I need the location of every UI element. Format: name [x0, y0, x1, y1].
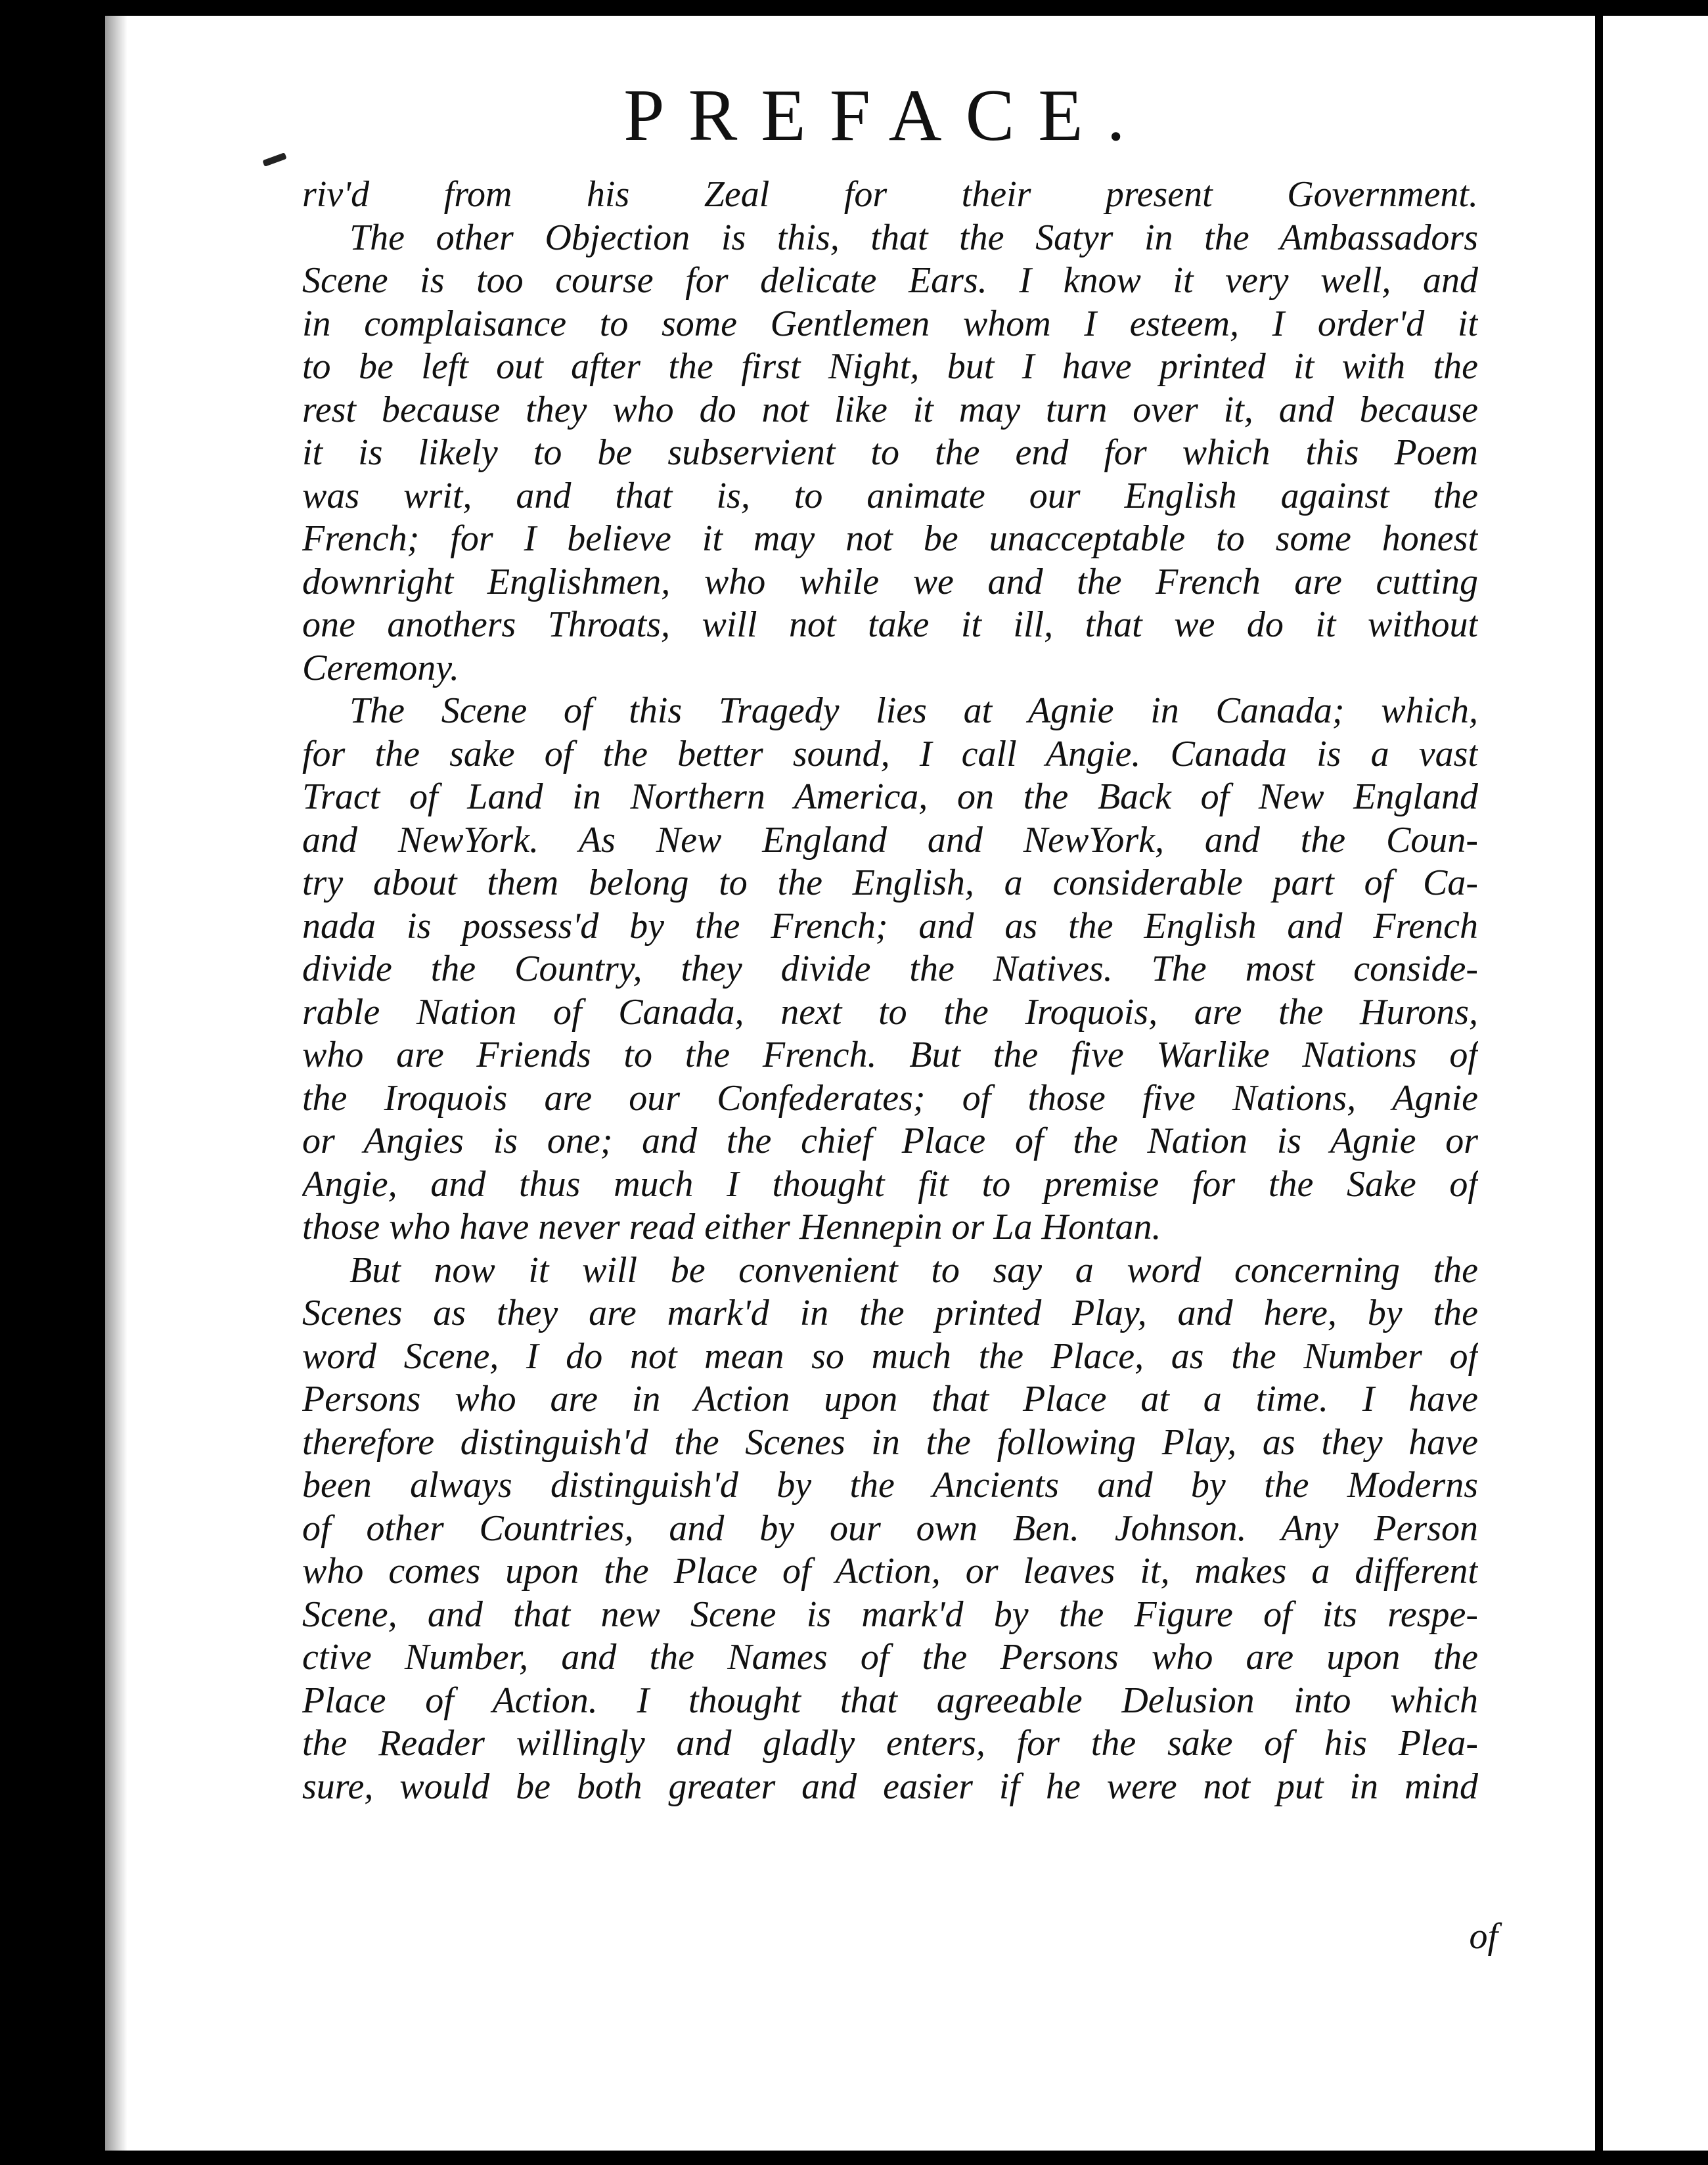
- text-line: who comes upon the Place of Action, or leaves it, makes a different: [302, 1551, 1478, 1592]
- text-line: rable Nation of Canada, next to the Iroquois, are the Hurons,: [302, 991, 1478, 1033]
- text-line: downright Englishmen, who while we and the French are cutting: [302, 561, 1478, 602]
- running-head: PREFACE.: [623, 75, 1149, 156]
- text-line: Scenes as they are mark'd in the printed Play, and here, by the: [302, 1293, 1478, 1333]
- text-line: Tract of Land in Northern America, on the Back of New England: [302, 776, 1478, 817]
- page-gutter-shadow: [105, 16, 127, 2151]
- text-line: it is likely to be subservient to the end for which this Poem: [302, 432, 1478, 473]
- text-line: ctive Number, and the Names of the Persons who are upon the: [302, 1637, 1478, 1678]
- text-line: Angie, and thus much I thought fit to premise for the Sake of: [302, 1163, 1478, 1205]
- ink-smudge-mark: [262, 152, 286, 167]
- text-line: riv'd from his Zeal for their present Government.: [302, 174, 1478, 215]
- text-line: French; for I believe it may not be unacceptable to some honest: [302, 518, 1478, 559]
- text-line: and NewYork. As New England and NewYork, and the Coun-: [302, 819, 1478, 860]
- text-line: therefore distinguish'd the Scenes in the following Play, as they have: [302, 1421, 1478, 1463]
- text-line: rest because they who do not like it may turn over it, and because: [302, 389, 1478, 430]
- text-line: of other Countries, and by our own Ben. Johnson. Any Person: [302, 1507, 1478, 1549]
- facing-page-edge: [1603, 16, 1708, 2151]
- book-page: [105, 16, 1595, 2151]
- text-line: Scene is too course for delicate Ears. I know it very well, and: [302, 260, 1478, 301]
- text-line: or Angies is one; and the chief Place of the Nation is Agnie or: [302, 1121, 1478, 1161]
- catchword: of: [1469, 1916, 1498, 1957]
- body-text: [302, 173, 1478, 1808]
- text-line: word Scene, I do not mean so much the Place, as the Number of: [302, 1335, 1478, 1377]
- text-line: sure, would be both greater and easier if he were not put in mind: [302, 1766, 1478, 1807]
- text-line: to be left out after the first Night, but I have printed it with the: [302, 346, 1478, 387]
- text-line: the Iroquois are our Confederates; of those five Nations, Agnie: [302, 1077, 1478, 1119]
- text-line: Place of Action. I thought that agreeable Delusion into which: [302, 1680, 1478, 1721]
- text-line: one anothers Throats, will not take it ill, that we do it without: [302, 604, 1478, 645]
- text-line: The Scene of this Tragedy lies at Agnie in Canada; which,: [349, 690, 1478, 731]
- text-line: nada is possess'd by the French; and as the English and French: [302, 905, 1478, 947]
- text-line: for the sake of the better sound, I call Angie. Canada is a vast: [302, 733, 1478, 774]
- text-line: those who have never read either Hennepin or La Hontan.: [302, 1207, 1161, 1247]
- text-line: try about them belong to the English, a considerable part of Ca-: [302, 862, 1478, 903]
- text-line: divide the Country, they divide the Natives. The most conside-: [302, 949, 1478, 989]
- text-line: been always distinguish'd by the Ancients and by the Moderns: [302, 1465, 1478, 1506]
- text-line: But now it will be convenient to say a word concerning the: [349, 1249, 1478, 1291]
- text-line: the Reader willingly and gladly enters, for the sake of his Plea-: [302, 1723, 1478, 1764]
- text-line: in complaisance to some Gentlemen whom I esteem, I order'd it: [302, 303, 1478, 344]
- facing-page-shadow: [1595, 16, 1603, 2151]
- text-line: Persons who are in Action upon that Place at a time. I have: [302, 1379, 1478, 1419]
- text-line: Ceremony.: [302, 647, 459, 688]
- text-line: Scene, and that new Scene is mark'd by the Figure of its respe-: [302, 1594, 1478, 1635]
- text-line: The other Objection is this, that the Satyr in the Ambassadors: [349, 217, 1478, 258]
- text-line: who are Friends to the French. But the five Warlike Nations of: [302, 1035, 1478, 1075]
- text-line: was writ, and that is, to animate our English against the: [302, 475, 1478, 516]
